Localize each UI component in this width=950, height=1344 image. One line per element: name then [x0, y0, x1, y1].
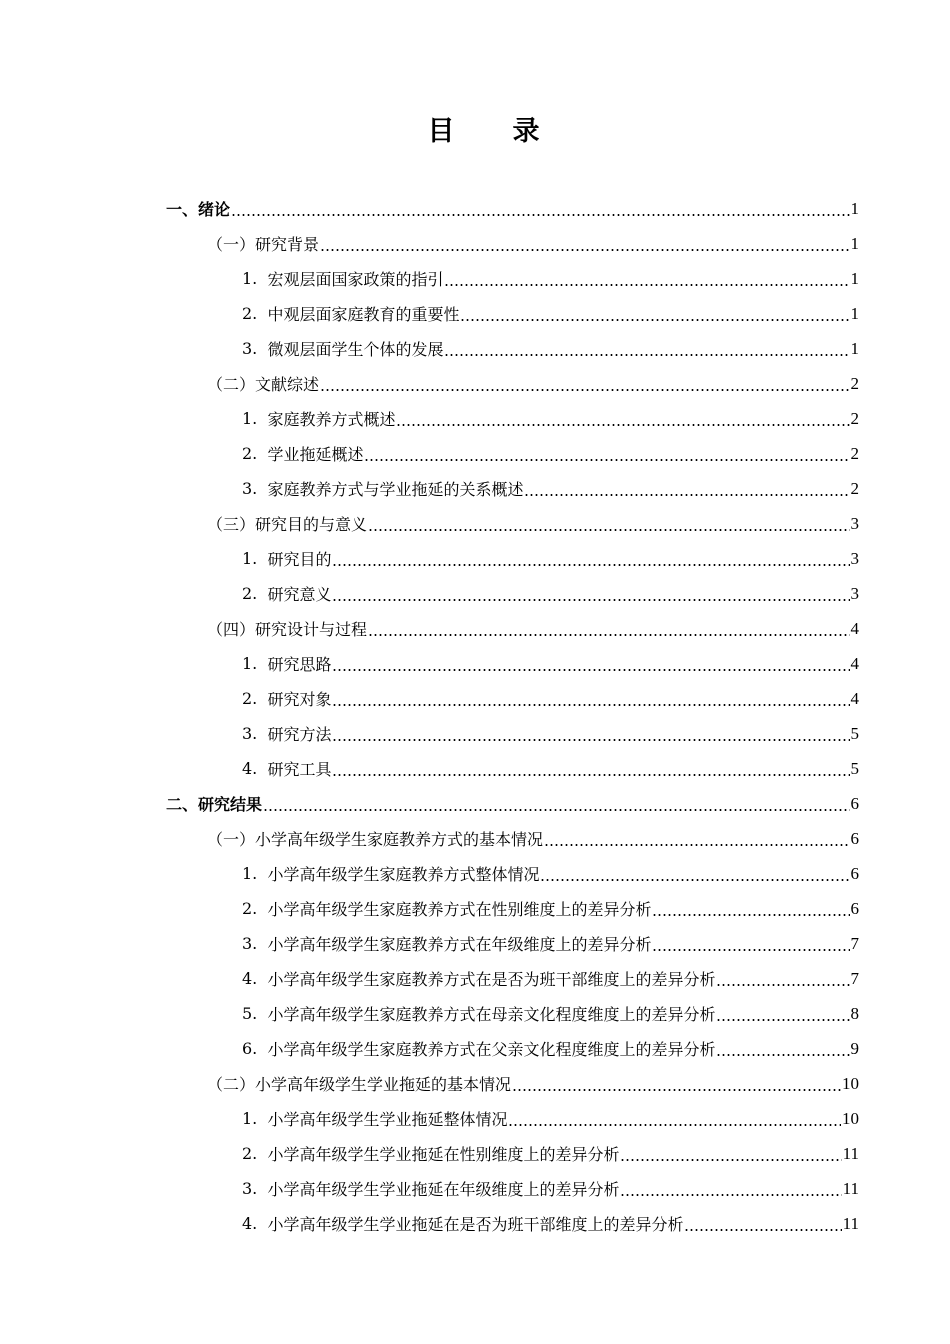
toc-entry[interactable] — [0, 576, 950, 611]
toc-entry-number: 2. — [242, 444, 268, 463]
toc-entry-label: 小学高年级学生学业拖延整体情况 — [267, 1110, 508, 1129]
toc-entry-label: 小学高年级学生学业拖延在是否为班干部维度上的差异分析 — [267, 1215, 684, 1234]
toc-entry-number: （一） — [207, 235, 256, 254]
toc-entry[interactable] — [0, 646, 950, 681]
toc-entry-label: 研究意义 — [267, 585, 332, 604]
toc-entry-label: 文献综述 — [255, 375, 320, 394]
toc-entry-page-number: 2 — [850, 478, 859, 498]
toc-entry-page-number: 2 — [850, 373, 859, 393]
toc-entry[interactable] — [0, 926, 950, 961]
toc-entry-number: （四） — [207, 620, 256, 639]
toc-entry-number: 1. — [242, 269, 268, 288]
toc-entry-page-number: 6 — [850, 863, 859, 883]
toc-entry[interactable] — [0, 786, 950, 821]
toc-entry-number: 1. — [242, 864, 268, 883]
dot-leader — [444, 341, 849, 357]
toc-entry-page-number: 5 — [850, 723, 859, 743]
toc-entry-page-number: 6 — [850, 898, 859, 918]
toc-entry[interactable] — [0, 401, 950, 436]
toc-entry[interactable] — [0, 191, 950, 226]
toc-entry-label: 中观层面家庭教育的重要性 — [267, 305, 460, 324]
toc-entry[interactable] — [0, 716, 950, 751]
dot-leader — [263, 796, 849, 812]
toc-entry[interactable] — [0, 1206, 950, 1241]
dot-leader — [332, 726, 849, 742]
toc-entry-label: 研究工具 — [267, 760, 332, 779]
toc-entry[interactable] — [0, 1066, 950, 1101]
dot-leader — [716, 971, 849, 987]
dot-leader — [320, 376, 849, 392]
toc-entry-label: 研究背景 — [255, 235, 320, 254]
toc-entry-label: 小学高年级学生家庭教养方式整体情况 — [267, 865, 540, 884]
toc-entry-page-number: 6 — [850, 793, 859, 813]
toc-entry-page-number: 6 — [850, 828, 859, 848]
toc-entry[interactable] — [0, 541, 950, 576]
toc-entry-page-number: 10 — [842, 1108, 859, 1128]
toc-entry-page-number: 7 — [850, 968, 859, 988]
toc-entry-label: 研究目的 — [267, 550, 332, 569]
toc-entry-number: 2. — [242, 899, 268, 918]
toc-entry-page-number: 1 — [850, 233, 859, 253]
toc-entry-label: 小学高年级学生家庭教养方式在年级维度上的差异分析 — [267, 935, 652, 954]
dot-leader — [231, 201, 849, 217]
toc-entry[interactable] — [0, 961, 950, 996]
toc-entry-number: 6. — [242, 1039, 268, 1058]
toc-entry[interactable] — [0, 751, 950, 786]
toc-entry-label: 小学高年级学生家庭教养方式的基本情况 — [255, 830, 544, 849]
dot-leader — [540, 866, 849, 882]
toc-entry-number: 1. — [242, 1109, 268, 1128]
dot-leader — [652, 901, 849, 917]
dot-leader — [396, 411, 849, 427]
dot-leader — [332, 586, 849, 602]
toc-entry-number: 3. — [242, 724, 268, 743]
toc-entry-number: 4. — [242, 759, 268, 778]
toc-entry[interactable] — [0, 1101, 950, 1136]
toc-entry-page-number: 7 — [850, 933, 859, 953]
dot-leader — [652, 936, 849, 952]
toc-entry-number: 1. — [242, 409, 268, 428]
toc-entry[interactable] — [0, 996, 950, 1031]
toc-entry-label: 研究思路 — [267, 655, 332, 674]
dot-leader — [716, 1006, 849, 1022]
toc-entry-page-number: 10 — [842, 1073, 859, 1093]
toc-entry-label: 研究方法 — [267, 725, 332, 744]
toc-entry-number: 4. — [242, 1214, 268, 1233]
toc-entry-number: 一、 — [166, 200, 199, 219]
toc-entry-number: 2. — [242, 584, 268, 603]
toc-entry-label: 研究设计与过程 — [255, 620, 368, 639]
toc-entry-label: 宏观层面国家政策的指引 — [267, 270, 444, 289]
page-title: 目录 — [427, 116, 598, 147]
toc-entry[interactable] — [0, 856, 950, 891]
toc-entry-number: 3. — [242, 1179, 268, 1198]
toc-entry-label: 研究结果 — [198, 795, 263, 814]
toc-entry-label: 家庭教养方式概述 — [267, 410, 396, 429]
toc-entry-number: （一） — [207, 830, 256, 849]
toc-entry[interactable] — [0, 436, 950, 471]
dot-leader — [364, 446, 849, 462]
toc-entry-label: 微观层面学生个体的发展 — [267, 340, 444, 359]
toc-entry[interactable] — [0, 506, 950, 541]
toc-entry-page-number: 1 — [850, 198, 859, 218]
toc-entry-page-number: 1 — [850, 303, 859, 323]
toc-entry-page-number: 11 — [842, 1143, 859, 1163]
toc-entry-label: 研究目的与意义 — [255, 515, 368, 534]
dot-leader — [684, 1216, 841, 1232]
toc-entry[interactable] — [0, 1031, 950, 1066]
toc-entry-label: 小学高年级学生家庭教养方式在性别维度上的差异分析 — [267, 900, 652, 919]
toc-entry-number: 5. — [242, 1004, 268, 1023]
toc-entry-label: 学业拖延概述 — [267, 445, 364, 464]
dot-leader — [332, 656, 849, 672]
toc-entry-number: （二） — [207, 375, 256, 394]
dot-leader — [508, 1111, 841, 1127]
toc-entry-page-number: 5 — [850, 758, 859, 778]
toc-entry[interactable] — [0, 821, 950, 856]
toc-entry[interactable] — [0, 1171, 950, 1206]
toc-entry-page-number: 2 — [850, 443, 859, 463]
toc-entry-number: 3. — [242, 339, 268, 358]
toc-entry-page-number: 2 — [850, 408, 859, 428]
toc-entry[interactable] — [0, 681, 950, 716]
toc-entry-number: 3. — [242, 934, 268, 953]
toc-entry-number: 3. — [242, 479, 268, 498]
dot-leader — [368, 516, 849, 532]
table-of-contents — [0, 191, 950, 1241]
toc-entry-label: 小学高年级学生家庭教养方式在是否为班干部维度上的差异分析 — [267, 970, 716, 989]
toc-entry-page-number: 4 — [850, 653, 859, 673]
toc-entry-page-number: 4 — [850, 688, 859, 708]
toc-entry-label: 小学高年级学生家庭教养方式在母亲文化程度维度上的差异分析 — [267, 1005, 716, 1024]
toc-entry-number: 二、 — [166, 795, 199, 814]
dot-leader — [332, 551, 849, 567]
toc-entry[interactable] — [0, 366, 950, 401]
toc-entry-page-number: 8 — [850, 1003, 859, 1023]
toc-entry-page-number: 1 — [850, 268, 859, 288]
toc-entry[interactable] — [0, 226, 950, 261]
toc-entry-number: 4. — [242, 969, 268, 988]
toc-entry-page-number: 4 — [850, 618, 859, 638]
toc-entry-page-number: 9 — [850, 1038, 859, 1058]
toc-entry-number: 1. — [242, 654, 268, 673]
dot-leader — [620, 1181, 841, 1197]
toc-entry[interactable] — [0, 611, 950, 646]
dot-leader — [716, 1041, 849, 1057]
toc-entry-label: 绪论 — [198, 200, 231, 219]
toc-entry[interactable] — [0, 1136, 950, 1171]
toc-entry[interactable] — [0, 471, 950, 506]
dot-leader — [524, 481, 849, 497]
dot-leader — [332, 761, 849, 777]
dot-leader — [320, 236, 849, 252]
dot-leader — [368, 621, 849, 637]
toc-entry[interactable] — [0, 891, 950, 926]
toc-entry-number: 1. — [242, 549, 268, 568]
toc-entry-number: 2. — [242, 689, 268, 708]
toc-entry[interactable] — [0, 296, 950, 331]
dot-leader — [620, 1146, 841, 1162]
toc-entry-label: 小学高年级学生家庭教养方式在父亲文化程度维度上的差异分析 — [267, 1040, 716, 1059]
toc-entry-label: 小学高年级学生学业拖延在年级维度上的差异分析 — [267, 1180, 620, 1199]
toc-entry[interactable] — [0, 261, 950, 296]
toc-entry-page-number: 3 — [850, 583, 859, 603]
toc-entry[interactable] — [0, 331, 950, 366]
toc-entry-page-number: 3 — [850, 548, 859, 568]
dot-leader — [460, 306, 849, 322]
toc-entry-label: 小学高年级学生学业拖延的基本情况 — [255, 1075, 512, 1094]
toc-entry-number: （三） — [207, 515, 256, 534]
dot-leader — [512, 1076, 841, 1092]
toc-entry-number: 2. — [242, 304, 268, 323]
dot-leader — [444, 271, 849, 287]
toc-entry-label: 家庭教养方式与学业拖延的关系概述 — [267, 480, 524, 499]
toc-entry-page-number: 11 — [842, 1178, 859, 1198]
toc-entry-page-number: 3 — [850, 513, 859, 533]
toc-entry-label: 研究对象 — [267, 690, 332, 709]
toc-entry-number: 2. — [242, 1144, 268, 1163]
dot-leader — [332, 691, 849, 707]
dot-leader — [544, 831, 849, 847]
toc-entry-label: 小学高年级学生学业拖延在性别维度上的差异分析 — [267, 1145, 620, 1164]
toc-entry-number: （二） — [207, 1075, 256, 1094]
toc-entry-page-number: 1 — [850, 338, 859, 358]
toc-entry-page-number: 11 — [842, 1213, 859, 1233]
